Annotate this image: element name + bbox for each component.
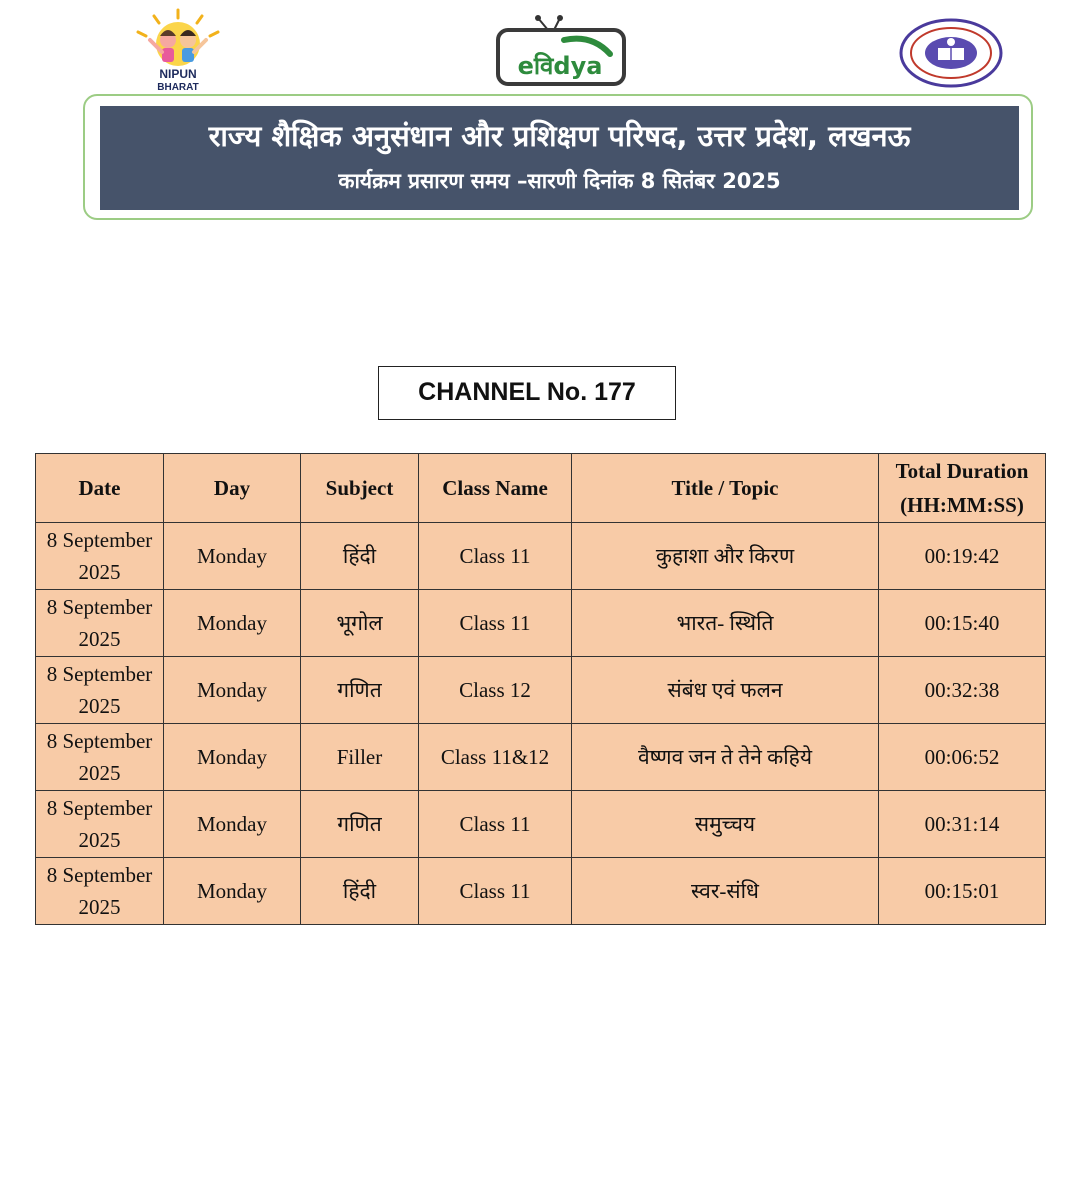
date-cell <box>36 791 164 858</box>
subject-cell: Filler <box>301 724 419 791</box>
page-subtitle: कार्यक्रम प्रसारण समय –सारणी दिनांक 8 सितंबर 2025 <box>338 169 781 193</box>
duration-cell: 00:31:14 <box>879 791 1046 858</box>
subject-cell: हिंदी <box>301 858 419 925</box>
title-cell: वैष्णव जन ते तेने कहिये <box>572 724 879 791</box>
page-title: राज्य शैक्षिक अनुसंधान और प्रशिक्षण परिषद, उत्तर प्रदेश, लखनऊ <box>208 119 911 153</box>
subject-cell: भूगोल <box>301 590 419 657</box>
year-line: 2025 <box>78 895 121 919</box>
header-band <box>100 106 1019 210</box>
year-line: 2025 <box>78 627 121 651</box>
duration-cell: 00:15:40 <box>879 590 1046 657</box>
date-cell <box>36 858 164 925</box>
table-row <box>36 858 1046 925</box>
class-name-cell: Class 11 <box>419 791 572 858</box>
table-row <box>36 724 1046 791</box>
bharat-logo-text: BHARAT <box>157 82 199 92</box>
date-cell <box>36 590 164 657</box>
date-line: 8 September <box>46 595 153 619</box>
table-row <box>36 657 1046 724</box>
duration-cell: 00:15:01 <box>879 858 1046 925</box>
class-name-cell: Class 11&12 <box>419 724 572 791</box>
table-row <box>36 590 1046 657</box>
title-cell: संबंध एवं फलन <box>572 657 879 724</box>
scert-up-seal <box>898 18 1004 88</box>
column-header-title: Title / Topic <box>572 454 879 523</box>
duration-cell: 00:19:42 <box>879 523 1046 590</box>
table-header-row <box>36 454 1046 523</box>
title-cell: भारत- स्थिति <box>572 590 879 657</box>
nipun-logo-text: NIPUN <box>159 67 197 81</box>
year-line: 2025 <box>78 828 121 852</box>
day-cell: Monday <box>164 657 301 724</box>
year-line: 2025 <box>78 560 121 584</box>
duration-header-line1: Total Duration <box>895 459 1029 483</box>
nipun-bharat-logo <box>124 6 232 92</box>
column-header-class-name: Class Name <box>419 454 572 523</box>
class-name-cell: Class 11 <box>419 590 572 657</box>
title-cell: कुहाशा और किरण <box>572 523 879 590</box>
class-name-cell: Class 12 <box>419 657 572 724</box>
column-header-date: Date <box>36 454 164 523</box>
column-header-subject: Subject <box>301 454 419 523</box>
subject-cell: गणित <box>301 657 419 724</box>
title-cell: समुच्चय <box>572 791 879 858</box>
subject-cell: गणित <box>301 791 419 858</box>
schedule-table <box>35 453 1046 925</box>
date-line: 8 September <box>46 729 153 753</box>
title-cell: स्वर-संधि <box>572 858 879 925</box>
table-row <box>36 791 1046 858</box>
duration-cell: 00:32:38 <box>879 657 1046 724</box>
evidya-logo-text: eविdya <box>517 52 603 80</box>
year-line: 2025 <box>78 761 121 785</box>
duration-header-line2: (HH:MM:SS) <box>900 493 1024 517</box>
class-name-cell: Class 11 <box>419 858 572 925</box>
year-line: 2025 <box>78 694 121 718</box>
subject-cell: हिंदी <box>301 523 419 590</box>
date-line: 8 September <box>46 662 153 686</box>
day-cell: Monday <box>164 724 301 791</box>
table-row <box>36 523 1046 590</box>
date-cell <box>36 657 164 724</box>
duration-cell: 00:06:52 <box>879 724 1046 791</box>
column-header-day: Day <box>164 454 301 523</box>
evidya-logo <box>494 14 628 88</box>
date-cell <box>36 724 164 791</box>
date-line: 8 September <box>46 796 153 820</box>
date-line: 8 September <box>46 528 153 552</box>
date-line: 8 September <box>46 863 153 887</box>
day-cell: Monday <box>164 523 301 590</box>
column-header-duration <box>879 454 1046 523</box>
channel-label: CHANNEL No. 177 <box>378 366 676 420</box>
day-cell: Monday <box>164 590 301 657</box>
day-cell: Monday <box>164 858 301 925</box>
class-name-cell: Class 11 <box>419 523 572 590</box>
day-cell: Monday <box>164 791 301 858</box>
date-cell <box>36 523 164 590</box>
